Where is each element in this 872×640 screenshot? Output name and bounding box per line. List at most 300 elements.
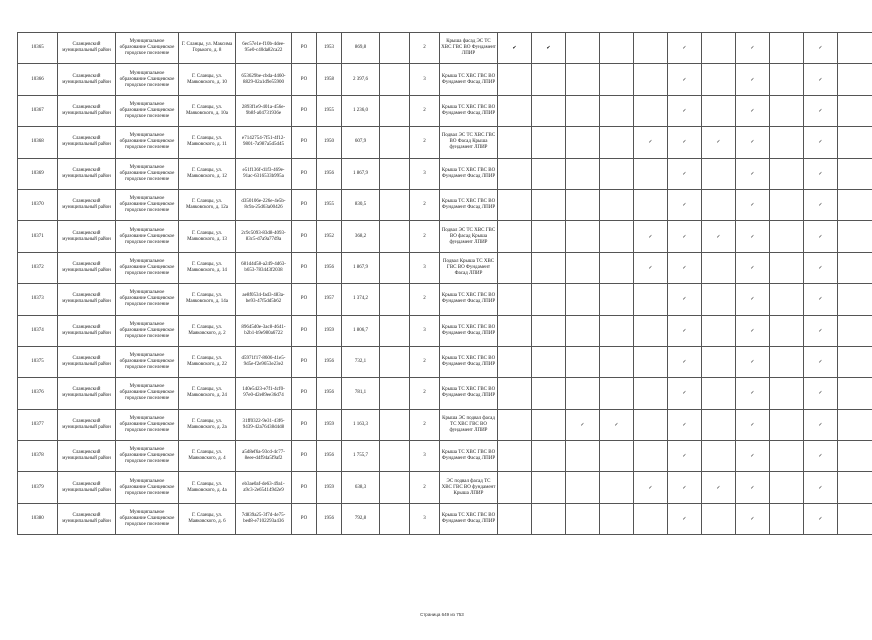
empty-check-cell	[600, 472, 634, 503]
checkmark-icon: ✓	[804, 127, 838, 158]
checkmark-icon: ✓	[566, 409, 600, 440]
empty-check-cell	[532, 315, 566, 346]
empty-check-cell	[702, 441, 736, 472]
table-row	[18, 315, 872, 346]
checkmark-icon: ✓	[804, 33, 838, 64]
empty-check-cell	[498, 127, 532, 158]
checkmark-icon: ✓	[668, 64, 702, 95]
empty-check-cell	[838, 315, 872, 346]
municipality-cell: Муниципальное образование Сланцевское городское поселение	[116, 284, 179, 315]
table-row	[18, 33, 872, 64]
build-year-cell: 1950	[317, 127, 342, 158]
works-list-cell: Подвал ЭС ТС ХВС ГВС ВО фасад Крыша фундамент ЛПИР	[440, 221, 498, 252]
empty-check-cell	[600, 315, 634, 346]
build-year-cell: 1952	[317, 221, 342, 252]
works-list-cell: Крыша фасад ЭС ТС ХВС ГВС ВО Фундамент ЛПИР	[440, 33, 498, 64]
blank-cell	[380, 252, 410, 283]
municipality-cell: Муниципальное образование Сланцевское городское поселение	[116, 441, 179, 472]
empty-check-cell	[702, 189, 736, 220]
address-cell: Г. Сланцы, ул. Маяковского, д. 4а	[179, 472, 236, 503]
empty-check-cell	[600, 64, 634, 95]
checkmark-icon: ✔	[498, 33, 532, 64]
municipality-cell: Муниципальное образование Сланцевское городское поселение	[116, 189, 179, 220]
district-cell: Сланцевский муниципальный район	[58, 441, 116, 472]
empty-check-cell	[634, 33, 668, 64]
checkmark-icon: ✓	[634, 252, 668, 283]
floors-cell: 2	[410, 409, 440, 440]
area-cell: 792,8	[342, 503, 380, 534]
checkmark-icon: ✓	[736, 33, 770, 64]
row-number: 10378	[18, 441, 58, 472]
empty-check-cell	[532, 378, 566, 409]
address-cell: Г. Сланцы, ул. Максима Горького, д. 8	[179, 33, 236, 64]
address-cell: Г. Сланцы, ул. Маяковского, д. 24	[179, 378, 236, 409]
build-year-cell: 1956	[317, 158, 342, 189]
checkmark-icon: ✓	[736, 127, 770, 158]
empty-check-cell	[532, 189, 566, 220]
works-list-cell: Крыша ЭС подвал фасад ТС ХВС ГВС ВО фундамент ЛПИР	[440, 409, 498, 440]
checkmark-icon: ✓	[736, 346, 770, 377]
checkmark-icon: ✓	[804, 284, 838, 315]
table-row	[18, 346, 872, 377]
empty-check-cell	[532, 346, 566, 377]
empty-check-cell	[600, 189, 634, 220]
empty-check-cell	[566, 95, 600, 126]
address-cell: Г. Сланцы, ул. Маяковского, д. 10	[179, 64, 236, 95]
fund-type-cell: РО	[292, 158, 317, 189]
empty-check-cell	[532, 503, 566, 534]
build-year-cell: 1956	[317, 346, 342, 377]
empty-check-cell	[702, 33, 736, 64]
row-number: 10365	[18, 33, 58, 64]
house-uuid-cell: 6ec57e1e-f10b-4dee-95e0-c40da82ca22	[236, 33, 292, 64]
empty-check-cell	[566, 64, 600, 95]
area-cell: 368,2	[342, 221, 380, 252]
empty-check-cell	[600, 284, 634, 315]
floors-cell: 2	[410, 95, 440, 126]
area-cell: 1 755,7	[342, 441, 380, 472]
empty-check-cell	[838, 409, 872, 440]
empty-check-cell	[838, 64, 872, 95]
checkmark-icon: ✓	[668, 95, 702, 126]
empty-check-cell	[634, 284, 668, 315]
district-cell: Сланцевский муниципальный район	[58, 284, 116, 315]
empty-check-cell	[566, 315, 600, 346]
empty-check-cell	[634, 158, 668, 189]
table-row	[18, 441, 872, 472]
checkmark-icon: ✓	[736, 378, 770, 409]
district-cell: Сланцевский муниципальный район	[58, 64, 116, 95]
empty-check-cell	[634, 409, 668, 440]
address-cell: Г. Сланцы, ул. Маяковского, д. 2	[179, 315, 236, 346]
table-row	[18, 284, 872, 315]
blank-cell	[380, 346, 410, 377]
area-cell: 732,1	[342, 346, 380, 377]
empty-check-cell	[838, 33, 872, 64]
empty-check-cell	[770, 33, 804, 64]
empty-check-cell	[600, 221, 634, 252]
checkmark-icon: ✓	[804, 95, 838, 126]
empty-check-cell	[600, 252, 634, 283]
works-list-cell: Подвал Крыша ТС ХВС ГВС ВО Фундамент Фасад ЛПИР	[440, 252, 498, 283]
empty-check-cell	[702, 503, 736, 534]
floors-cell: 2	[410, 189, 440, 220]
row-number: 10371	[18, 221, 58, 252]
floors-cell: 3	[410, 158, 440, 189]
empty-check-cell	[498, 252, 532, 283]
works-list-cell: Крыша ТС ХВС ГВС ВО Фундамент Фасад ЛПИР	[440, 158, 498, 189]
empty-check-cell	[634, 378, 668, 409]
empty-check-cell	[634, 346, 668, 377]
works-list-cell: Крыша ТС ХВС ГВС ВО Фундамент Фасад ЛПИР	[440, 95, 498, 126]
empty-check-cell	[702, 346, 736, 377]
house-uuid-cell: 31ff0322-9e31-43f6-9439-42a76438d4d8	[236, 409, 292, 440]
empty-check-cell	[566, 378, 600, 409]
house-uuid-cell: ae8f0534-fad3-483a-be93-47f5dd5b62	[236, 284, 292, 315]
blank-cell	[380, 158, 410, 189]
empty-check-cell	[498, 441, 532, 472]
row-number: 10368	[18, 127, 58, 158]
build-year-cell: 1959	[317, 472, 342, 503]
house-uuid-cell: d5971f17-8606-41e5-9d5e-f2e9653e23e2	[236, 346, 292, 377]
fund-type-cell: РО	[292, 441, 317, 472]
empty-check-cell	[838, 221, 872, 252]
floors-cell: 2	[410, 346, 440, 377]
municipality-cell: Муниципальное образование Сланцевское городское поселение	[116, 33, 179, 64]
build-year-cell: 1957	[317, 284, 342, 315]
floors-cell: 2	[410, 378, 440, 409]
fund-type-cell: РО	[292, 127, 317, 158]
municipality-cell: Муниципальное образование Сланцевское городское поселение	[116, 64, 179, 95]
fund-type-cell: РО	[292, 221, 317, 252]
empty-check-cell	[770, 221, 804, 252]
row-number: 10380	[18, 503, 58, 534]
empty-check-cell	[566, 472, 600, 503]
area-cell: 869,8	[342, 33, 380, 64]
empty-check-cell	[600, 441, 634, 472]
works-list-cell: Крыша ТС ХВС ГВС ВО Фундамент Фасад ЛПИР	[440, 378, 498, 409]
fund-type-cell: РО	[292, 284, 317, 315]
area-cell: 1 163,3	[342, 409, 380, 440]
floors-cell: 3	[410, 315, 440, 346]
empty-check-cell	[702, 252, 736, 283]
empty-check-cell	[702, 409, 736, 440]
empty-check-cell	[600, 33, 634, 64]
blank-cell	[380, 503, 410, 534]
works-list-cell: Подвал ЭС ТС ХВС ГВС ВО Фасад Крыша фундамент ЛПИР	[440, 127, 498, 158]
blank-cell	[380, 315, 410, 346]
floors-cell: 3	[410, 64, 440, 95]
floors-cell: 3	[410, 503, 440, 534]
build-year-cell: 1955	[317, 189, 342, 220]
empty-check-cell	[702, 378, 736, 409]
district-cell: Сланцевский муниципальный район	[58, 127, 116, 158]
blank-cell	[380, 221, 410, 252]
checkmark-icon: ✓	[804, 252, 838, 283]
address-cell: Г. Сланцы, ул. Маяковского, д. 14	[179, 252, 236, 283]
checkmark-icon: ✓	[736, 64, 770, 95]
blank-cell	[380, 189, 410, 220]
checkmark-icon: ✓	[702, 127, 736, 158]
empty-check-cell	[770, 409, 804, 440]
house-uuid-cell: eb3ae0af-de63-49a1-a9c3-2e654149d2e9	[236, 472, 292, 503]
empty-check-cell	[532, 284, 566, 315]
empty-check-cell	[532, 472, 566, 503]
checkmark-icon: ✓	[804, 472, 838, 503]
municipality-cell: Муниципальное образование Сланцевское городское поселение	[116, 95, 179, 126]
house-uuid-cell: 681d4d58-a249-4d63-b653-783443f2038	[236, 252, 292, 283]
empty-check-cell	[838, 284, 872, 315]
fund-type-cell: РО	[292, 64, 317, 95]
blank-cell	[380, 409, 410, 440]
house-uuid-cell: 653629be-cbda-4460-8829-02a1d9e55900	[236, 64, 292, 95]
checkmark-icon: ✓	[804, 64, 838, 95]
checkmark-icon: ✔	[532, 33, 566, 64]
floors-cell: 3	[410, 441, 440, 472]
district-cell: Сланцевский муниципальный район	[58, 409, 116, 440]
table-row	[18, 252, 872, 283]
empty-check-cell	[634, 189, 668, 220]
checkmark-icon: ✓	[668, 252, 702, 283]
checkmark-icon: ✓	[668, 158, 702, 189]
empty-check-cell	[532, 127, 566, 158]
checkmark-icon: ✓	[634, 127, 668, 158]
empty-check-cell	[498, 284, 532, 315]
address-cell: Г. Сланцы, ул. Маяковского, д. 10а	[179, 95, 236, 126]
checkmark-icon: ✓	[804, 441, 838, 472]
empty-check-cell	[566, 189, 600, 220]
row-number: 10369	[18, 158, 58, 189]
house-uuid-cell: a5d8ef6a-93cd-4c77-8eee-d4f94a5f9af2	[236, 441, 292, 472]
house-uuid-cell: e51f136f-d1f3-469e-91ac-6316533b995a	[236, 158, 292, 189]
municipality-cell: Муниципальное образование Сланцевское городское поселение	[116, 472, 179, 503]
empty-check-cell	[566, 33, 600, 64]
district-cell: Сланцевский муниципальный район	[58, 221, 116, 252]
empty-check-cell	[702, 315, 736, 346]
checkmark-icon: ✓	[668, 503, 702, 534]
empty-check-cell	[600, 503, 634, 534]
empty-check-cell	[838, 441, 872, 472]
build-year-cell: 1958	[317, 64, 342, 95]
checkmark-icon: ✓	[736, 221, 770, 252]
empty-check-cell	[532, 64, 566, 95]
empty-check-cell	[498, 409, 532, 440]
address-cell: Г. Сланцы, ул. Маяковского, д. 11	[179, 127, 236, 158]
municipality-cell: Муниципальное образование Сланцевское городское поселение	[116, 378, 179, 409]
checkmark-icon: ✓	[736, 472, 770, 503]
municipality-cell: Муниципальное образование Сланцевское городское поселение	[116, 127, 179, 158]
empty-check-cell	[532, 158, 566, 189]
checkmark-icon: ✓	[634, 221, 668, 252]
works-list-cell: Крыша ТС ХВС ГВС ВО Фундамент Фасад ЛПИР	[440, 64, 498, 95]
house-uuid-cell: e7142754-7f51-4f12-9801-7a987a5d5d45	[236, 127, 292, 158]
checkmark-icon: ✓	[736, 284, 770, 315]
build-year-cell: 1956	[317, 503, 342, 534]
fund-type-cell: РО	[292, 95, 317, 126]
empty-check-cell	[566, 503, 600, 534]
area-cell: 1 236,0	[342, 95, 380, 126]
row-number: 10372	[18, 252, 58, 283]
build-year-cell: 1956	[317, 441, 342, 472]
checkmark-icon: ✓	[702, 221, 736, 252]
empty-check-cell	[566, 127, 600, 158]
checkmark-icon: ✓	[736, 503, 770, 534]
empty-check-cell	[770, 472, 804, 503]
checkmark-icon: ✓	[668, 189, 702, 220]
district-cell: Сланцевский муниципальный район	[58, 315, 116, 346]
house-uuid-cell: 2893f1e9-401a-456e-9b8f-a04731936e	[236, 95, 292, 126]
empty-check-cell	[838, 189, 872, 220]
checkmark-icon: ✓	[668, 409, 702, 440]
municipality-cell: Муниципальное образование Сланцевское городское поселение	[116, 221, 179, 252]
area-cell: 638,3	[342, 472, 380, 503]
house-uuid-cell: d350106e-226e-4e5b-8c9a-25d63a00426	[236, 189, 292, 220]
district-cell: Сланцевский муниципальный район	[58, 472, 116, 503]
empty-check-cell	[838, 503, 872, 534]
checkmark-icon: ✓	[668, 284, 702, 315]
area-cell: 781,1	[342, 378, 380, 409]
empty-check-cell	[600, 158, 634, 189]
empty-check-cell	[566, 158, 600, 189]
empty-check-cell	[498, 315, 532, 346]
district-cell: Сланцевский муниципальный район	[58, 378, 116, 409]
fund-type-cell: РО	[292, 409, 317, 440]
empty-check-cell	[702, 284, 736, 315]
address-cell: Г. Сланцы, ул. Маяковского, д. 12	[179, 158, 236, 189]
checkmark-icon: ✓	[736, 95, 770, 126]
build-year-cell: 1956	[317, 378, 342, 409]
fund-type-cell: РО	[292, 189, 317, 220]
checkmark-icon: ✓	[668, 33, 702, 64]
address-cell: Г. Сланцы, ул. Маяковского, д. 13	[179, 221, 236, 252]
table-row	[18, 95, 872, 126]
floors-cell: 2	[410, 221, 440, 252]
empty-check-cell	[838, 252, 872, 283]
housing-table	[17, 32, 872, 535]
municipality-cell: Муниципальное образование Сланцевское городское поселение	[116, 158, 179, 189]
checkmark-icon: ✓	[668, 472, 702, 503]
empty-check-cell	[600, 346, 634, 377]
checkmark-icon: ✓	[804, 189, 838, 220]
works-list-cell: ЭС подвал фасад ТС ХВС ГВС ВО фундамент Крыша ЛПИР	[440, 472, 498, 503]
checkmark-icon: ✓	[702, 472, 736, 503]
area-cell: 607,9	[342, 127, 380, 158]
empty-check-cell	[600, 127, 634, 158]
checkmark-icon: ✓	[668, 346, 702, 377]
page-number: Страница 649 из 753	[420, 612, 464, 617]
checkmark-icon: ✓	[804, 503, 838, 534]
district-cell: Сланцевский муниципальный район	[58, 346, 116, 377]
empty-check-cell	[634, 315, 668, 346]
empty-check-cell	[566, 346, 600, 377]
empty-check-cell	[770, 64, 804, 95]
checkmark-icon: ✓	[804, 346, 838, 377]
table-row	[18, 158, 872, 189]
empty-check-cell	[838, 127, 872, 158]
row-number: 10375	[18, 346, 58, 377]
municipality-cell: Муниципальное образование Сланцевское городское поселение	[116, 409, 179, 440]
area-cell: 2 397,6	[342, 64, 380, 95]
fund-type-cell: РО	[292, 33, 317, 64]
empty-check-cell	[600, 95, 634, 126]
table-row	[18, 189, 872, 220]
empty-check-cell	[838, 158, 872, 189]
empty-check-cell	[770, 252, 804, 283]
works-list-cell: Крыша ТС ХВС ГВС ВО Фундамент Фасад ЛПИР	[440, 315, 498, 346]
empty-check-cell	[770, 284, 804, 315]
fund-type-cell: РО	[292, 346, 317, 377]
table-body	[18, 33, 872, 535]
blank-cell	[380, 33, 410, 64]
address-cell: Г. Сланцы, ул. Маяковского, д. 14а	[179, 284, 236, 315]
blank-cell	[380, 472, 410, 503]
checkmark-icon: ✓	[736, 441, 770, 472]
checkmark-icon: ✓	[668, 441, 702, 472]
municipality-cell: Муниципальное образование Сланцевское городское поселение	[116, 346, 179, 377]
checkmark-icon: ✓	[736, 189, 770, 220]
checkmark-icon: ✓	[668, 221, 702, 252]
blank-cell	[380, 64, 410, 95]
address-cell: Г. Сланцы, ул. Маяковского, д. 2а	[179, 409, 236, 440]
empty-check-cell	[498, 503, 532, 534]
municipality-cell: Муниципальное образование Сланцевское городское поселение	[116, 315, 179, 346]
table-row	[18, 127, 872, 158]
empty-check-cell	[566, 284, 600, 315]
checkmark-icon: ✓	[600, 409, 634, 440]
table-row	[18, 64, 872, 95]
checkmark-icon: ✓	[634, 472, 668, 503]
build-year-cell: 1955	[317, 95, 342, 126]
row-number: 10367	[18, 95, 58, 126]
empty-check-cell	[770, 189, 804, 220]
build-year-cell: 1959	[317, 409, 342, 440]
empty-check-cell	[838, 472, 872, 503]
empty-check-cell	[498, 64, 532, 95]
empty-check-cell	[634, 64, 668, 95]
empty-check-cell	[770, 95, 804, 126]
empty-check-cell	[600, 378, 634, 409]
area-cell: 830,5	[342, 189, 380, 220]
floors-cell: 2	[410, 472, 440, 503]
empty-check-cell	[702, 64, 736, 95]
area-cell: 1 806,7	[342, 315, 380, 346]
fund-type-cell: РО	[292, 315, 317, 346]
checkmark-icon: ✓	[804, 409, 838, 440]
empty-check-cell	[838, 95, 872, 126]
table-row	[18, 409, 872, 440]
fund-type-cell: РО	[292, 252, 317, 283]
empty-check-cell	[532, 221, 566, 252]
district-cell: Сланцевский муниципальный район	[58, 33, 116, 64]
empty-check-cell	[498, 472, 532, 503]
district-cell: Сланцевский муниципальный район	[58, 158, 116, 189]
municipality-cell: Муниципальное образование Сланцевское городское поселение	[116, 252, 179, 283]
empty-check-cell	[498, 189, 532, 220]
empty-check-cell	[770, 315, 804, 346]
empty-check-cell	[838, 378, 872, 409]
document-page	[17, 32, 850, 535]
empty-check-cell	[566, 252, 600, 283]
municipality-cell: Муниципальное образование Сланцевское городское поселение	[116, 503, 179, 534]
empty-check-cell	[770, 503, 804, 534]
checkmark-icon: ✓	[736, 252, 770, 283]
build-year-cell: 1956	[317, 252, 342, 283]
address-cell: Г. Сланцы, ул. Маяковского, д. 22	[179, 346, 236, 377]
empty-check-cell	[498, 95, 532, 126]
floors-cell: 3	[410, 252, 440, 283]
row-number: 10377	[18, 409, 58, 440]
empty-check-cell	[532, 441, 566, 472]
